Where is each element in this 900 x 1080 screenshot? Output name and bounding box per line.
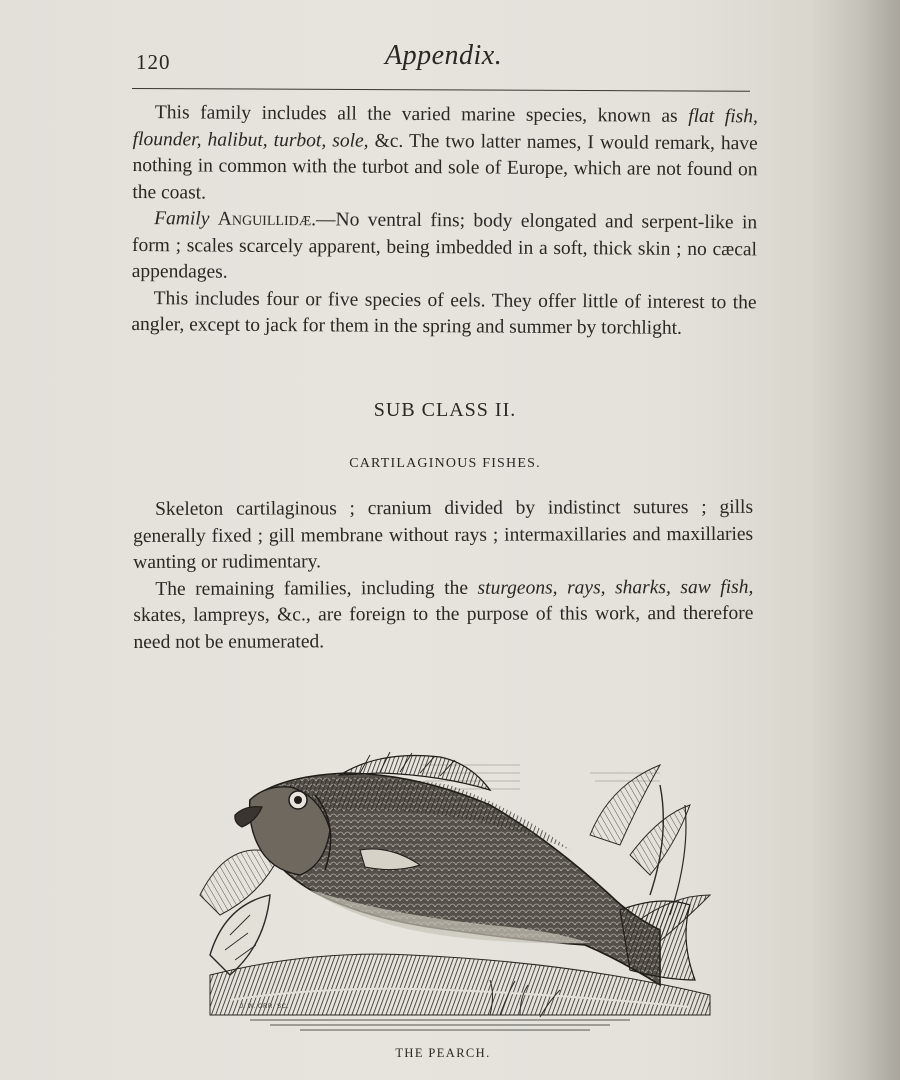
page-number: 120 xyxy=(136,50,171,74)
illustration-caption: THE PEARCH. xyxy=(395,1046,491,1060)
text-block-bottom xyxy=(133,495,754,656)
paragraph-text: —No ventral fins; body elongated and serpent-like in form ; scales scarcely apparent, being imbedded in a soft, thick skin ; no cæcal appendages. xyxy=(131,209,758,283)
paragraph-skeleton xyxy=(133,495,753,577)
paragraph-eels xyxy=(131,285,756,342)
paragraph-flat-fish xyxy=(132,100,758,210)
paragraph-text: The remaining families, including the xyxy=(155,577,478,600)
paragraph-family-anguillidae xyxy=(132,206,758,290)
paragraph-remaining-families xyxy=(133,574,753,656)
paragraph-text: &c. The two latter names, I would remark, have nothing in common with the turbot and sole of Europe, which are not found on the coast. xyxy=(132,130,758,204)
page-edge-shadow xyxy=(810,0,900,1080)
paragraph-text: This includes four or five species of eels. They offer little of interest to the angler, except to jack for them in the spring and summer by torchlight. xyxy=(131,287,757,339)
paragraph-text: This family includes all the varied marine species, known as xyxy=(154,102,689,127)
running-head: Appendix. xyxy=(385,40,503,71)
paragraph-text: skates, lampreys, &c., are foreign to the purpose of this work, and therefore need not be enumerated. xyxy=(133,602,754,653)
section-subheading: CARTILAGINOUS FISHES. xyxy=(349,456,541,471)
header-rule xyxy=(132,88,750,92)
section-heading: SUB CLASS II. xyxy=(373,399,517,421)
perch-engraving xyxy=(190,745,720,1035)
family-label: Family xyxy=(154,208,210,230)
paragraph-text: Skeleton cartilaginous ; cranium divided by indistinct sutures ; gills generally fixed ; gill membrane without rays ; intermaxillaries and maxillaries wanting or rudimentary. xyxy=(133,496,754,573)
italic-fish-names: sturgeons, rays, sharks, saw fish, xyxy=(477,576,754,599)
italic-fish-names: flat fish, flounder, halibut, turbot, sole, xyxy=(132,105,758,152)
engraver-signature: J. W. ORR. SC. xyxy=(240,1004,289,1010)
text-block-top xyxy=(131,100,758,343)
family-name: Anguillidæ. xyxy=(217,208,317,231)
